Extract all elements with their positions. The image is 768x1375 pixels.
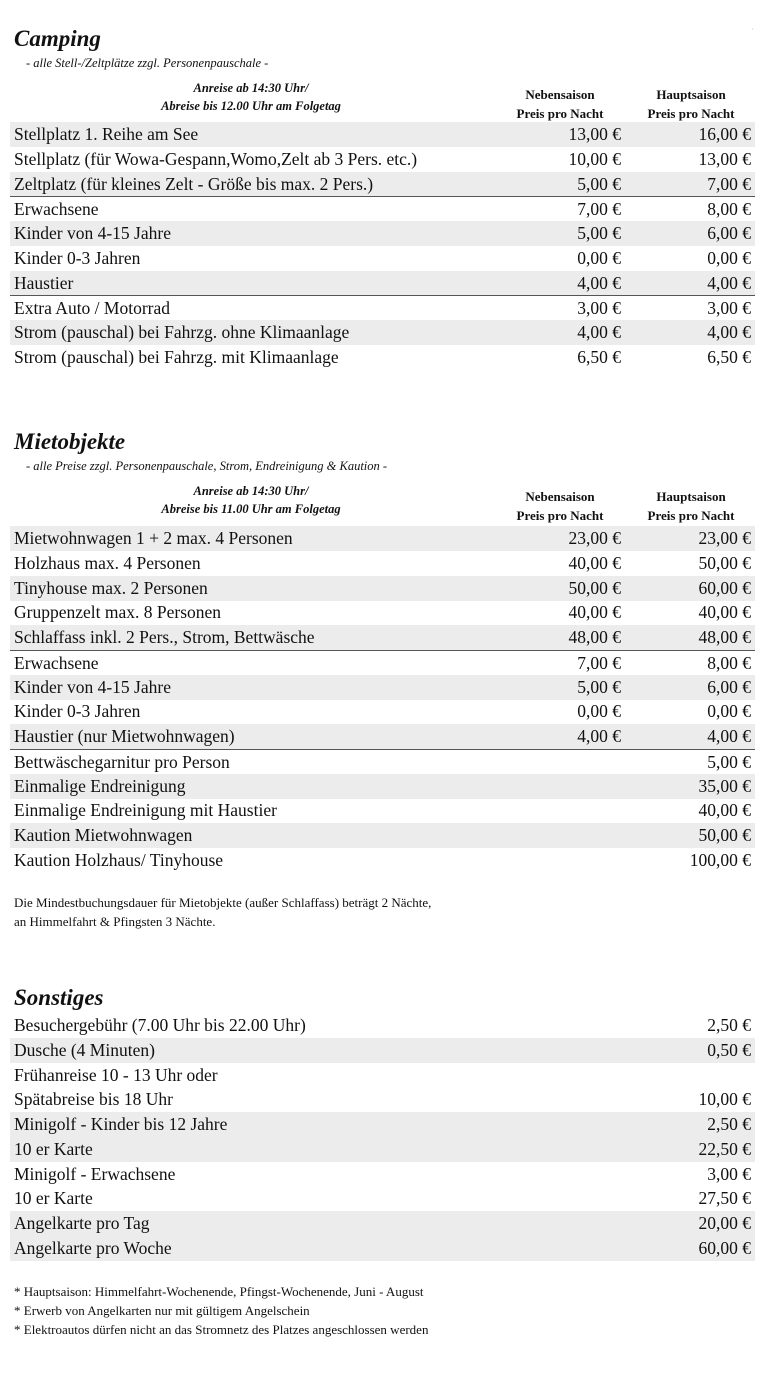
row-label: Stellplatz 1. Reihe am See: [14, 124, 199, 144]
row-label: Stellplatz (für Wowa-Gespann,Womo,Zelt ab 3 Pers. etc.): [14, 148, 418, 169]
price-row: [10, 1211, 755, 1236]
price-row: [10, 724, 755, 749]
price-row: [10, 1137, 755, 1162]
price-row: [10, 798, 755, 823]
footnotes: [14, 1282, 428, 1339]
price-row: [10, 1162, 755, 1187]
row-label: 10 er Karte: [14, 1188, 93, 1209]
price-hauptsaison: 50,00 €: [698, 552, 751, 573]
camping-subtitle: - alle Stell-/Zeltplätze zzgl. Personenpauschale -: [26, 56, 269, 70]
price-nebensaison: 40,00 €: [568, 602, 621, 623]
camping-arrival: [96, 79, 406, 115]
price-nebensaison: 3,00 €: [577, 298, 621, 319]
row-label: 10 er Karte: [14, 1138, 93, 1159]
row-label: Erwachsene: [14, 652, 99, 673]
price-row: [10, 246, 755, 271]
price-row: [10, 699, 755, 724]
price-hauptsaison: 4,00 €: [707, 726, 751, 746]
miet-col2-line2: Preis pro Nacht: [647, 508, 735, 523]
camping-arrival-line2: Abreise bis 12.00 Uhr am Folgetag: [161, 99, 341, 113]
price-hauptsaison: 40,00 €: [698, 800, 751, 821]
price-nebensaison: 0,00 €: [577, 701, 621, 722]
camping-col2-line1: Hauptsaison: [656, 87, 726, 102]
row-label: Kinder von 4-15 Jahre: [14, 676, 171, 697]
price-row: [10, 1112, 755, 1137]
price: 2,50 €: [707, 1015, 751, 1035]
miet-subtitle: - alle Preise zzgl. Personenpauschale, Strom, Endreinigung & Kaution -: [26, 459, 388, 473]
price-row: [10, 345, 755, 370]
price-nebensaison: 4,00 €: [577, 726, 621, 746]
camping-arrival-line1: Anreise ab 14:30 Uhr/: [193, 81, 309, 95]
price-row: [10, 749, 755, 775]
price: 3,00 €: [707, 1163, 751, 1184]
row-label: Einmalige Endreinigung mit Haustier: [14, 800, 277, 821]
row-label: Tinyhouse max. 2 Personen: [14, 577, 208, 598]
row-label: Kaution Mietwohnwagen: [14, 825, 193, 845]
price-row: [10, 576, 755, 601]
row-label: Kaution Holzhaus/ Tinyhouse: [14, 849, 224, 870]
price-row: [10, 122, 755, 147]
camping-col1-line1: Nebensaison: [525, 87, 595, 102]
price-hauptsaison: 35,00 €: [698, 775, 751, 796]
price-hauptsaison: 4,00 €: [707, 322, 751, 342]
price-row: [10, 1087, 755, 1112]
price-nebensaison: 5,00 €: [577, 676, 621, 697]
price-row: [10, 1063, 755, 1088]
price-row: [10, 320, 755, 345]
row-label: Strom (pauschal) bei Fahrzg. ohne Klimaanlage: [14, 322, 350, 342]
price-row: [10, 600, 755, 625]
row-label: Kinder 0-3 Jahren: [14, 701, 141, 722]
miet-col-hauptsaison: [631, 487, 751, 525]
price-row: [10, 221, 755, 246]
price-hauptsaison: 6,00 €: [707, 676, 751, 697]
row-label: Besuchergebühr (7.00 Uhr bis 22.00 Uhr): [14, 1015, 306, 1035]
price: 0,50 €: [707, 1039, 751, 1060]
row-label: Einmalige Endreinigung: [14, 775, 186, 796]
price-row: [10, 1038, 755, 1063]
row-label: Dusche (4 Minuten): [14, 1039, 155, 1060]
price-hauptsaison: 6,00 €: [707, 223, 751, 243]
miet-col2-line1: Hauptsaison: [656, 489, 726, 504]
price-hauptsaison: 7,00 €: [707, 173, 751, 194]
price-row: [10, 1013, 755, 1038]
row-label: Minigolf - Kinder bis 12 Jahre: [14, 1114, 228, 1134]
price-hauptsaison: 8,00 €: [707, 652, 751, 673]
price-nebensaison: 48,00 €: [568, 627, 621, 647]
price: 27,50 €: [698, 1188, 751, 1209]
miet-arrival-line2: Abreise bis 11.00 Uhr am Folgetag: [161, 502, 341, 516]
price: 2,50 €: [707, 1114, 751, 1134]
price-nebensaison: 0,00 €: [577, 247, 621, 268]
row-label: Haustier: [14, 272, 74, 293]
row-label: Spätabreise bis 18 Uhr: [14, 1089, 173, 1110]
price-row: [10, 196, 755, 222]
price-row: [10, 650, 755, 676]
price-hauptsaison: 23,00 €: [698, 528, 751, 548]
price: 60,00 €: [698, 1237, 751, 1258]
price-nebensaison: 5,00 €: [577, 223, 621, 243]
row-label: Erwachsene: [14, 199, 99, 220]
corner-mark: ·: [751, 25, 754, 34]
price-hauptsaison: 40,00 €: [698, 602, 751, 623]
row-label: Kinder 0-3 Jahren: [14, 247, 141, 268]
miet-col-nebensaison: [500, 487, 620, 525]
price-hauptsaison: 100,00 €: [689, 849, 751, 870]
miet-arrival: [96, 482, 406, 518]
price-nebensaison: 10,00 €: [568, 148, 621, 169]
price-nebensaison: 13,00 €: [568, 124, 621, 144]
price-nebensaison: 40,00 €: [568, 552, 621, 573]
price-hauptsaison: 16,00 €: [698, 124, 751, 144]
price-hauptsaison: 60,00 €: [698, 577, 751, 598]
price-hauptsaison: 13,00 €: [698, 148, 751, 169]
miet-note-line2: an Himmelfahrt & Pfingsten 3 Nächte.: [14, 914, 216, 929]
price-row: [10, 172, 755, 197]
price-row: [10, 295, 755, 321]
price-row: [10, 271, 755, 296]
footnote-1: * Hauptsaison: Himmelfahrt-Wochenende, Pfingst-Wochenende, Juni - August: [14, 1284, 424, 1299]
price-nebensaison: 50,00 €: [568, 577, 621, 598]
footnote-3: * Elektroautos dürfen nicht an das Stromnetz des Platzes angeschlossen werden: [14, 1322, 429, 1337]
row-label: Angelkarte pro Woche: [14, 1237, 172, 1258]
row-label: Holzhaus max. 4 Personen: [14, 552, 201, 573]
row-label: Gruppenzelt max. 8 Personen: [14, 602, 222, 623]
price-hauptsaison: 5,00 €: [707, 751, 751, 772]
row-label: Minigolf - Erwachsene: [14, 1163, 176, 1184]
price-hauptsaison: 4,00 €: [707, 272, 751, 293]
camping-col2-line2: Preis pro Nacht: [647, 106, 735, 121]
miet-col1-line1: Nebensaison: [525, 489, 595, 504]
price-hauptsaison: 50,00 €: [698, 825, 751, 845]
price-row: [10, 551, 755, 576]
footnote-2: * Erwerb von Angelkarten nur mit gültigem Angelschein: [14, 1303, 310, 1318]
sonstiges-title: Sonstiges: [14, 985, 104, 1010]
row-label: Extra Auto / Motorrad: [14, 298, 171, 319]
price-hauptsaison: 8,00 €: [707, 199, 751, 220]
price: 10,00 €: [698, 1089, 751, 1110]
price-row: [10, 147, 755, 172]
price-row: [10, 1236, 755, 1261]
row-label: Haustier (nur Mietwohnwagen): [14, 726, 235, 746]
miet-note: [14, 893, 431, 931]
row-label: Kinder von 4-15 Jahre: [14, 223, 171, 243]
price-row: [10, 774, 755, 799]
price: 20,00 €: [698, 1213, 751, 1233]
price: 22,50 €: [698, 1138, 751, 1159]
camping-title: Camping: [14, 26, 101, 51]
price-row: [10, 1186, 755, 1211]
miet-arrival-line1: Anreise ab 14:30 Uhr/: [193, 484, 309, 498]
price-nebensaison: 7,00 €: [577, 199, 621, 220]
price-nebensaison: 4,00 €: [577, 322, 621, 342]
row-label: Zeltplatz (für kleines Zelt - Größe bis max. 2 Pers.): [14, 173, 374, 194]
row-label: Strom (pauschal) bei Fahrzg. mit Klimaanlage: [14, 346, 339, 367]
row-label: Angelkarte pro Tag: [14, 1213, 150, 1233]
price-row: [10, 625, 755, 650]
price-nebensaison: 6,50 €: [577, 346, 621, 367]
price-nebensaison: 4,00 €: [577, 272, 621, 293]
camping-col1-line2: Preis pro Nacht: [516, 106, 604, 121]
miet-note-line1: Die Mindestbuchungsdauer für Mietobjekte (außer Schlaffass) beträgt 2 Nächte,: [14, 895, 432, 910]
camping-col-hauptsaison: [631, 85, 751, 123]
price-hauptsaison: 6,50 €: [707, 346, 751, 367]
price-hauptsaison: 0,00 €: [707, 701, 751, 722]
price-row: [10, 526, 755, 551]
price-nebensaison: 7,00 €: [577, 652, 621, 673]
row-label: Schlaffass inkl. 2 Pers., Strom, Bettwäsche: [14, 627, 315, 647]
row-label: Bettwäschegarnitur pro Person: [14, 751, 230, 772]
row-label: Frühanreise 10 - 13 Uhr oder: [14, 1064, 218, 1085]
price-nebensaison: 5,00 €: [577, 173, 621, 194]
camping-col-nebensaison: [500, 85, 620, 123]
price-nebensaison: 23,00 €: [568, 528, 621, 548]
price-row: [10, 848, 755, 873]
miet-col1-line2: Preis pro Nacht: [516, 508, 604, 523]
price-hauptsaison: 0,00 €: [707, 247, 751, 268]
price-hauptsaison: 48,00 €: [698, 627, 751, 647]
price-row: [10, 675, 755, 700]
price-row: [10, 823, 755, 848]
price-hauptsaison: 3,00 €: [707, 298, 751, 319]
row-label: Mietwohnwagen 1 + 2 max. 4 Personen: [14, 528, 293, 548]
miet-title: Mietobjekte: [14, 429, 126, 454]
